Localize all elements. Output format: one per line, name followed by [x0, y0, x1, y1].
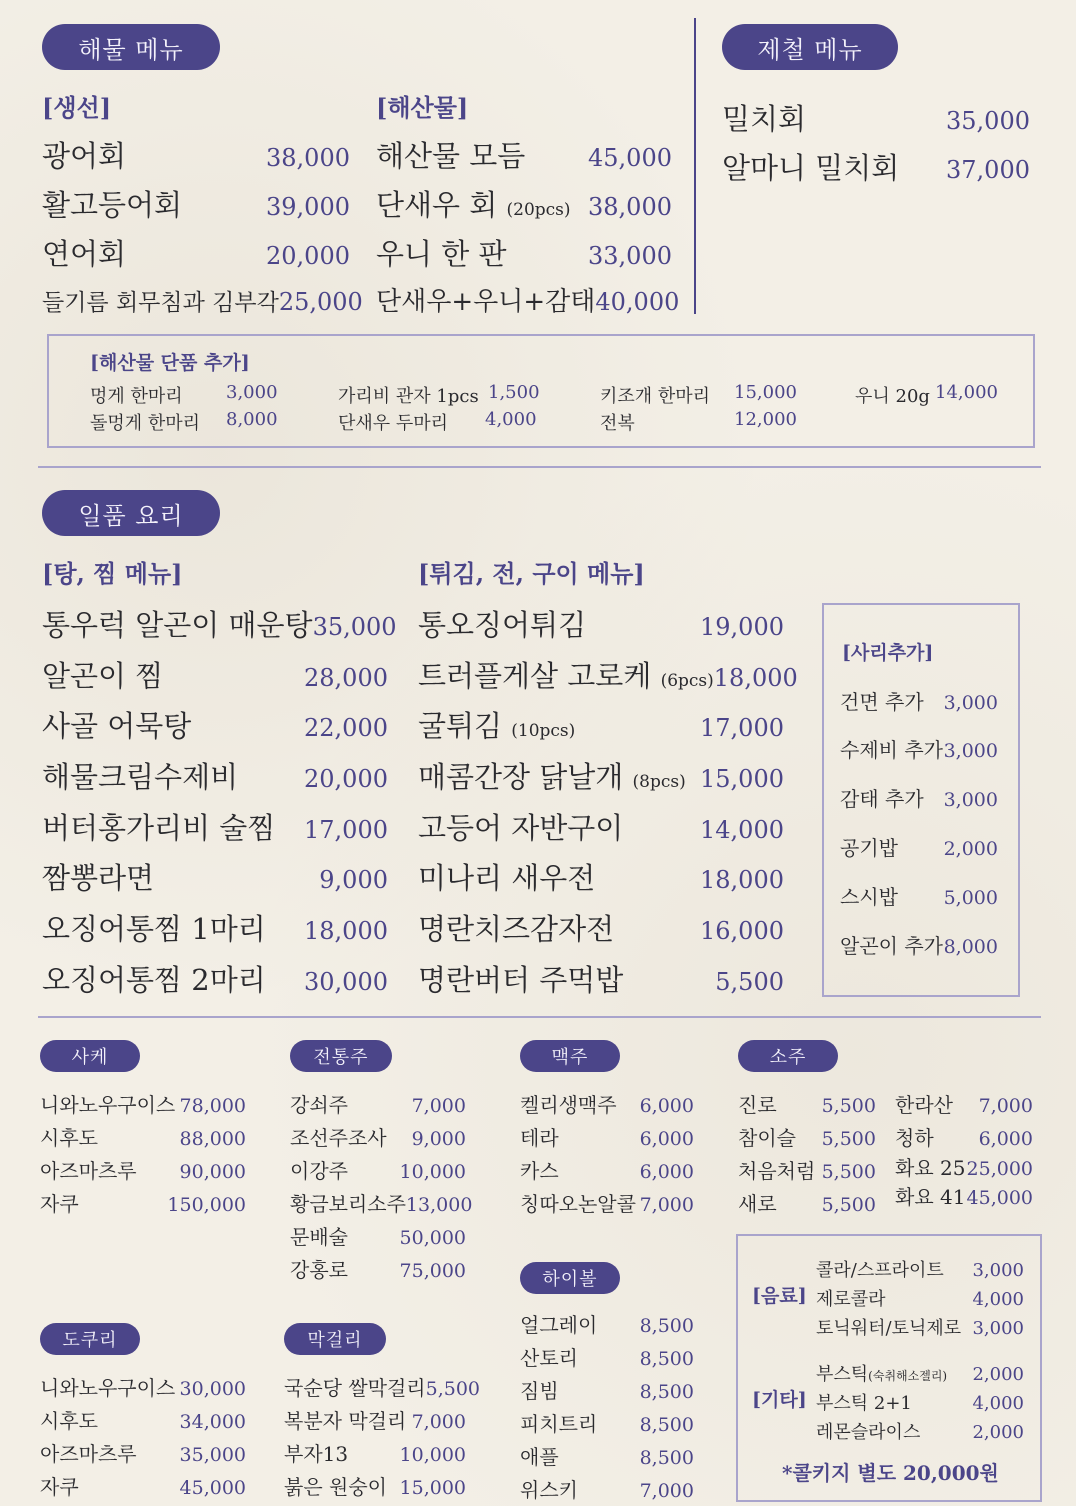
- item-name-text: 굴튀김: [418, 709, 503, 743]
- drink-item: [284, 1372, 481, 1402]
- extras-category: [사리추가]: [842, 642, 934, 664]
- item-price: 8,000: [226, 409, 278, 430]
- item-name: 참이슬: [738, 1126, 796, 1150]
- item-name: 활고등어회: [42, 188, 183, 222]
- other-item: [816, 1418, 1024, 1444]
- item-name: 짐빔: [520, 1379, 559, 1403]
- drink-item: [895, 1181, 1033, 1211]
- item-price: 45,000: [588, 144, 672, 172]
- item-name: 자쿠: [40, 1475, 79, 1499]
- item-name: 조선주조사: [290, 1126, 387, 1150]
- drink-item: [290, 1089, 466, 1119]
- item-name: 알곤이 추가: [840, 934, 943, 958]
- menu-item: [42, 654, 388, 694]
- drink-item: [520, 1408, 694, 1438]
- item-portion: (10pcs): [511, 721, 576, 741]
- item-price: 8,500: [639, 1447, 694, 1469]
- extra-item: [840, 783, 998, 813]
- item-name-text: 트러플게살 고로케: [418, 659, 652, 693]
- item-name: 가리비 관자 1pcs: [338, 386, 479, 407]
- item-name: 건면 추가: [840, 690, 924, 714]
- item-name-text: 단새우 회: [376, 188, 498, 222]
- menu-item: [42, 958, 388, 998]
- dishes-menu-header: 일품 요리: [42, 490, 220, 536]
- item-price: 18,000: [713, 664, 798, 692]
- item-price: 3,000: [943, 740, 998, 762]
- item-name: 한라산: [895, 1093, 953, 1117]
- drink-item: [290, 1254, 466, 1284]
- item-name: 니와노우구이스: [40, 1093, 176, 1117]
- item-price: 78,000: [179, 1095, 246, 1117]
- item-name: 수제비 추가: [840, 738, 943, 762]
- drink-item: [520, 1474, 694, 1504]
- item-name-text: 해산물 모듬: [376, 139, 526, 173]
- extra-item: [840, 930, 998, 960]
- item-price: 3,000: [943, 789, 998, 811]
- drink-item: [520, 1089, 694, 1119]
- item-name: 문배술: [290, 1225, 348, 1249]
- menu-item: [42, 603, 397, 643]
- item-price: 8,500: [639, 1315, 694, 1337]
- menu-item: [42, 907, 388, 947]
- item-name: [376, 183, 571, 224]
- menu-item: [418, 856, 784, 896]
- tokkuri-header: 도쿠리: [40, 1323, 140, 1355]
- beverage-item: [816, 1314, 1024, 1340]
- drink-item: [284, 1471, 466, 1501]
- drink-item: [895, 1152, 1033, 1182]
- drink-item: [520, 1441, 694, 1471]
- item-price: 3,000: [226, 382, 278, 403]
- item-name: 콜라/스프라이트: [816, 1260, 944, 1281]
- item-price: 30,000: [179, 1378, 246, 1400]
- item-name: 부자13: [284, 1442, 349, 1466]
- item-price: 25,000: [278, 288, 363, 316]
- item-price: 2,000: [972, 1364, 1024, 1385]
- item-price: 9,000: [411, 1128, 466, 1150]
- item-name: 공기밥: [840, 836, 898, 860]
- item-name: [816, 1360, 947, 1386]
- item-price: 8,500: [639, 1414, 694, 1436]
- item-price: 19,000: [700, 613, 784, 641]
- item-price: 15,000: [734, 382, 797, 403]
- addon-price: [935, 382, 998, 403]
- item-name: 통우럭 알곤이 매운탕: [42, 608, 313, 642]
- sake-header: 사케: [40, 1040, 140, 1072]
- drink-item: [284, 1405, 466, 1435]
- item-price: 22,000: [304, 714, 388, 742]
- menu-item: [722, 97, 1030, 137]
- item-name: 부스틱 2+1: [816, 1393, 912, 1414]
- item-name: 해물크림수제비: [42, 760, 239, 794]
- item-name: 오징어통찜 1마리: [42, 912, 266, 946]
- item-price: 7,000: [639, 1480, 694, 1502]
- addon-item: [855, 382, 930, 408]
- item-name: 미나리 새우전: [418, 861, 596, 895]
- item-price: 10,000: [399, 1161, 466, 1183]
- item-name: 복분자 막걸리: [284, 1409, 407, 1433]
- item-price: 5,500: [821, 1095, 876, 1117]
- item-price: 38,000: [266, 144, 350, 172]
- item-name: 강쇠주: [290, 1093, 348, 1117]
- item-name: 강홍로: [290, 1258, 348, 1282]
- item-price: 45,000: [966, 1187, 1033, 1209]
- item-name: 테라: [520, 1126, 559, 1150]
- others-category: [기타]: [752, 1389, 807, 1411]
- item-price: 13,000: [405, 1194, 473, 1216]
- item-price: 8,500: [639, 1348, 694, 1370]
- item-name: 연어회: [42, 237, 127, 271]
- addon-category: [해산물 단품 추가]: [90, 352, 250, 374]
- item-name: 아즈마츠루: [40, 1159, 137, 1183]
- menu-item: [376, 134, 672, 174]
- item-name: 카스: [520, 1159, 559, 1183]
- section-divider: [38, 1016, 1041, 1018]
- item-price: 20,000: [266, 242, 350, 270]
- soup-category: [탕, 찜 메뉴]: [42, 559, 183, 588]
- item-price: 1,500: [488, 382, 540, 403]
- item-name: 애플: [520, 1445, 559, 1469]
- item-name: 제로콜라: [816, 1289, 886, 1310]
- item-price: 90,000: [179, 1161, 246, 1183]
- soju-header: 소주: [738, 1040, 838, 1072]
- item-price: 39,000: [266, 193, 350, 221]
- other-item: [816, 1389, 1024, 1415]
- item-price: 18,000: [700, 866, 784, 894]
- item-name: [418, 755, 686, 796]
- menu-item: [42, 183, 350, 223]
- item-price: 34,000: [179, 1411, 246, 1433]
- item-name: 진로: [738, 1093, 777, 1117]
- item-price: 33,000: [588, 242, 672, 270]
- drink-item: [520, 1309, 694, 1339]
- item-price: 9,000: [319, 866, 388, 894]
- item-name: 산토리: [520, 1346, 578, 1370]
- item-name: [418, 704, 575, 745]
- item-price: 10,000: [399, 1444, 466, 1466]
- makgeolli-header: 막걸리: [284, 1323, 386, 1355]
- drink-item: [290, 1155, 466, 1185]
- item-name: [376, 134, 525, 175]
- item-portion: (6pcs): [660, 671, 714, 691]
- item-price: 14,000: [700, 816, 784, 844]
- menu-item: [418, 806, 784, 846]
- drink-item: [895, 1089, 1033, 1119]
- item-name: 우니 20g: [855, 386, 930, 407]
- item-price: 17,000: [304, 816, 388, 844]
- menu-item: [418, 958, 784, 998]
- drink-item: [520, 1122, 694, 1152]
- item-name: 돌멍게 한마리: [90, 413, 201, 434]
- highball-header: 하이볼: [520, 1262, 620, 1294]
- item-price: 4,000: [972, 1393, 1024, 1414]
- item-price: 2,000: [943, 838, 998, 860]
- drink-item: [40, 1188, 246, 1218]
- item-price: 5,500: [821, 1194, 876, 1216]
- addon-price: [734, 409, 797, 430]
- item-price: 50,000: [399, 1227, 466, 1249]
- drink-item: [520, 1155, 694, 1185]
- menu-item: [42, 284, 363, 320]
- menu-item: [42, 755, 388, 795]
- item-price: 88,000: [179, 1128, 246, 1150]
- extra-item: [840, 686, 998, 716]
- item-price: 45,000: [179, 1477, 246, 1499]
- item-name: 화요 25: [895, 1156, 966, 1180]
- fried-category: [튀김, 전, 구이 메뉴]: [418, 559, 645, 588]
- item-name: 들기름 회무침과 김부각: [42, 290, 279, 316]
- item-name: 아즈마츠루: [40, 1442, 137, 1466]
- item-price: 5,500: [425, 1378, 481, 1400]
- item-name: [418, 654, 714, 695]
- item-price: 37,000: [946, 156, 1030, 184]
- item-name: 키조개 한마리: [600, 386, 711, 407]
- item-price: 6,000: [978, 1128, 1033, 1150]
- item-name: 오징어통찜 2마리: [42, 963, 266, 997]
- item-name: 니와노우구이스: [40, 1376, 176, 1400]
- addon-item: [600, 409, 635, 435]
- item-name: 붉은 원숭이: [284, 1475, 387, 1499]
- addon-price: [485, 409, 537, 430]
- section-divider: [38, 466, 1041, 468]
- item-name: 칭따오논알콜: [520, 1192, 636, 1216]
- item-price: 75,000: [399, 1260, 466, 1282]
- beverage-item: [816, 1285, 1024, 1311]
- drink-item: [738, 1188, 876, 1218]
- item-price: 25,000: [966, 1158, 1033, 1180]
- menu-item: [418, 907, 784, 947]
- item-name: 시후도: [40, 1126, 98, 1150]
- menu-item: [418, 704, 784, 744]
- drink-item: [40, 1471, 246, 1501]
- item-name: 사골 어묵탕: [42, 709, 192, 743]
- item-name: 처음처럼: [738, 1159, 816, 1183]
- item-name: 이강주: [290, 1159, 348, 1183]
- item-price: 6,000: [639, 1128, 694, 1150]
- item-name: 위스키: [520, 1478, 578, 1502]
- drink-item: [895, 1122, 1033, 1152]
- menu-item: [722, 146, 1030, 186]
- addon-item: [90, 409, 200, 435]
- item-name: 새로: [738, 1192, 777, 1216]
- item-name: 국순당 쌀막걸리: [284, 1376, 426, 1400]
- beer-header: 맥주: [520, 1040, 620, 1072]
- addon-item: [338, 382, 479, 408]
- item-name: 알곤이 찜: [42, 659, 164, 693]
- item-price: 40,000: [595, 288, 680, 316]
- item-name: 명란버터 주먹밥: [418, 963, 624, 997]
- drink-item: [40, 1122, 246, 1152]
- item-price: 7,000: [978, 1095, 1033, 1117]
- seasonal-menu-header: 제철 메뉴: [722, 24, 898, 70]
- item-name: 얼그레이: [520, 1313, 598, 1337]
- item-price: 18,000: [304, 917, 388, 945]
- drink-item: [520, 1375, 694, 1405]
- addon-item: [600, 382, 710, 408]
- beverage-category: [음료]: [752, 1285, 807, 1307]
- item-name: 화요 41: [895, 1185, 966, 1209]
- item-price: 28,000: [304, 664, 388, 692]
- other-item: [816, 1360, 1024, 1386]
- drink-item: [738, 1122, 876, 1152]
- item-price: 15,000: [399, 1477, 466, 1499]
- item-name: 자쿠: [40, 1192, 79, 1216]
- item-price: 8,000: [943, 936, 998, 958]
- drink-item: [738, 1089, 876, 1119]
- item-price: 6,000: [639, 1095, 694, 1117]
- item-name: 버터홍가리비 술찜: [42, 811, 276, 845]
- shellfish-category: [해산물]: [376, 93, 469, 122]
- item-name-text: 매콤간장 닭날개: [418, 760, 624, 794]
- drink-item: [40, 1405, 246, 1435]
- menu-item: [418, 603, 784, 643]
- item-name: 명란치즈감자전: [418, 912, 615, 946]
- addon-price: [226, 409, 278, 430]
- menu-item: [42, 806, 388, 846]
- item-name: 토닉워터/토닉제로: [816, 1318, 962, 1339]
- item-price: 2,000: [972, 1422, 1024, 1443]
- corkage-note: *콜키지 별도 20,000원: [782, 1461, 999, 1485]
- drink-item: [284, 1438, 466, 1468]
- addon-price: [226, 382, 278, 403]
- seafood-menu-header: 해물 메뉴: [42, 24, 220, 70]
- menu-item: [376, 232, 672, 272]
- addon-price: [488, 382, 540, 403]
- item-name: 단새우 두마리: [338, 413, 449, 434]
- item-name: 청하: [895, 1126, 934, 1150]
- item-price: 5,500: [821, 1161, 876, 1183]
- drink-item: [520, 1342, 694, 1372]
- item-price: 35,000: [312, 613, 397, 641]
- item-price: 5,500: [821, 1128, 876, 1150]
- item-price: 3,000: [972, 1260, 1024, 1281]
- item-price: 15,000: [700, 765, 784, 793]
- fish-category: [생선]: [42, 93, 112, 122]
- item-price: 4,000: [485, 409, 537, 430]
- menu-item: [376, 281, 680, 321]
- item-price: 7,000: [411, 1095, 466, 1117]
- item-portion: (20pcs): [506, 200, 571, 220]
- item-price: 35,000: [946, 107, 1030, 135]
- item-price: 20,000: [304, 765, 388, 793]
- drink-item: [520, 1188, 694, 1218]
- menu-item: [42, 856, 388, 896]
- drink-item: [738, 1155, 876, 1185]
- item-name: 황금보리소주: [290, 1192, 406, 1216]
- beverage-item: [816, 1256, 1024, 1282]
- item-name: 켈리생맥주: [520, 1093, 617, 1117]
- item-price: 3,000: [972, 1318, 1024, 1339]
- drink-item: [40, 1372, 246, 1402]
- item-price: 17,000: [700, 714, 784, 742]
- menu-item: [42, 134, 350, 174]
- item-portion: (8pcs): [632, 772, 686, 792]
- item-name: 단새우+우니+감태: [376, 287, 596, 317]
- item-name: 시후도: [40, 1409, 98, 1433]
- item-price: 5,000: [943, 887, 998, 909]
- item-price: 7,000: [639, 1194, 694, 1216]
- item-price: 8,500: [639, 1381, 694, 1403]
- addon-item: [338, 409, 448, 435]
- item-name: 전복: [600, 413, 635, 434]
- item-name: 우니 한 판: [376, 237, 507, 271]
- drink-item: [40, 1155, 246, 1185]
- item-name: 고등어 자반구이: [418, 811, 624, 845]
- menu-item: [418, 755, 784, 795]
- item-name: 통오징어튀김: [418, 608, 587, 642]
- item-price: 150,000: [167, 1194, 246, 1216]
- drink-item: [290, 1188, 473, 1218]
- item-name-text: 부스틱: [816, 1364, 869, 1385]
- drink-item: [290, 1122, 466, 1152]
- item-price: 38,000: [588, 193, 672, 221]
- item-price: 3,000: [943, 692, 998, 714]
- menu-item: [42, 704, 388, 744]
- item-price: 6,000: [639, 1161, 694, 1183]
- item-price: 5,500: [715, 968, 784, 996]
- item-name: 피치트리: [520, 1412, 598, 1436]
- item-price: 12,000: [734, 409, 797, 430]
- drink-item: [40, 1089, 246, 1119]
- section-divider: [694, 18, 696, 314]
- item-price: 35,000: [179, 1444, 246, 1466]
- menu-item: [418, 654, 798, 694]
- item-price: 7,000: [411, 1411, 466, 1433]
- item-price: 4,000: [972, 1289, 1024, 1310]
- drink-item: [290, 1221, 466, 1251]
- traditional-liquor-header: 전통주: [290, 1040, 392, 1072]
- item-note: (숙취해소젤리): [868, 1369, 948, 1383]
- extra-item: [840, 734, 998, 764]
- item-name: 레몬슬라이스: [816, 1422, 921, 1443]
- item-price: 30,000: [304, 968, 388, 996]
- item-price: 16,000: [700, 917, 784, 945]
- extra-item: [840, 832, 998, 862]
- addon-price: [734, 382, 797, 403]
- item-name: 짬뽕라면: [42, 861, 155, 895]
- addon-item: [90, 382, 183, 408]
- extra-item: [840, 881, 998, 911]
- menu-item: [376, 183, 672, 223]
- item-price: 14,000: [935, 382, 998, 403]
- item-name: 멍게 한마리: [90, 386, 183, 407]
- menu-item: [42, 232, 350, 272]
- item-name: 밀치회: [722, 102, 807, 136]
- item-name: 감태 추가: [840, 787, 924, 811]
- item-name: 알마니 밀치회: [722, 151, 900, 185]
- item-name: 스시밥: [840, 885, 898, 909]
- drink-item: [40, 1438, 246, 1468]
- item-name: 광어회: [42, 139, 127, 173]
